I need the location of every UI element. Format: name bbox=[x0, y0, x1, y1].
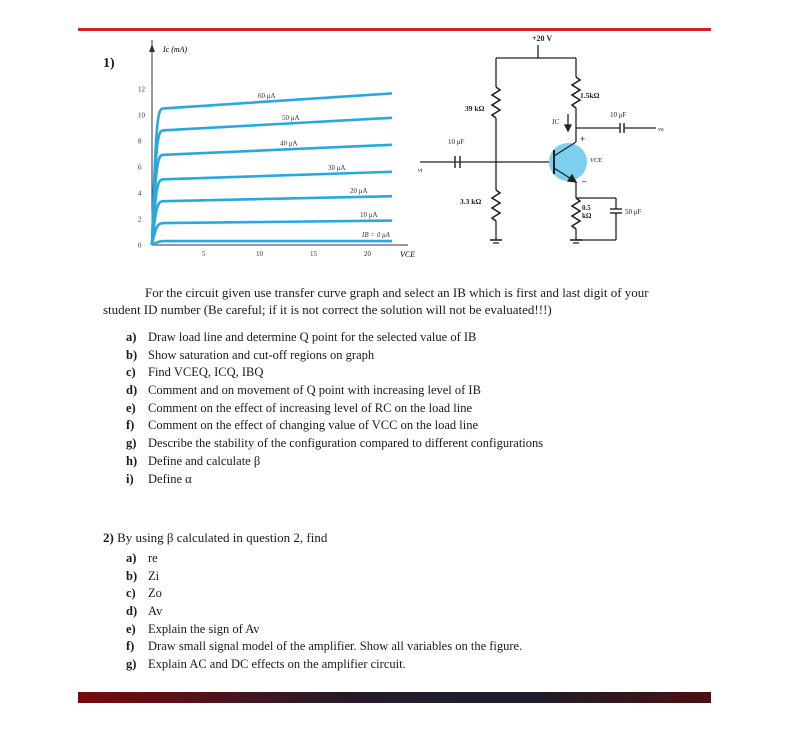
vcc-label: +20 V bbox=[532, 34, 553, 43]
item-label: d) bbox=[126, 383, 138, 398]
vo-label: vo bbox=[658, 127, 664, 133]
item-text: Explain the sign of Av bbox=[148, 621, 260, 636]
x-tick-label: 15 bbox=[310, 250, 317, 258]
question-2-header bbox=[103, 530, 327, 546]
item-label: h) bbox=[126, 453, 138, 468]
list-item bbox=[126, 329, 543, 347]
y-tick-label: 4 bbox=[138, 189, 142, 198]
item-label: e) bbox=[126, 400, 136, 415]
list-item bbox=[126, 603, 522, 621]
item-label: e) bbox=[126, 621, 136, 636]
r2-resistor bbox=[492, 190, 500, 221]
question-1-intro: For the circuit given use transfer curve graph and select an IB which is first and last digit of your student ID number (Be careful; if it is not correct the solution will not be evaluated!!!) bbox=[103, 285, 649, 317]
item-text: Draw load line and determine Q point for the selected value of IB bbox=[148, 330, 477, 344]
ib-curve bbox=[152, 118, 392, 245]
y-tick-label: 0 bbox=[138, 241, 142, 250]
item-label: f) bbox=[126, 418, 135, 433]
item-label: g) bbox=[126, 657, 137, 672]
y-axis-label: Ic (mA) bbox=[163, 45, 188, 54]
item-label: g) bbox=[126, 436, 137, 451]
rc-resistor bbox=[572, 77, 580, 108]
item-text: Explain AC and DC effects on the amplifier circuit. bbox=[148, 657, 406, 672]
r1-label: 39 kΩ bbox=[465, 104, 485, 113]
item-text: Show saturation and cut-off regions on graph bbox=[148, 347, 375, 362]
curve-label: 50 μA bbox=[282, 113, 300, 122]
item-text: Find VCEQ, ICQ, IBQ bbox=[148, 365, 264, 380]
list-item bbox=[126, 453, 543, 471]
ce-label: 50 μF bbox=[625, 208, 642, 216]
question-1-number: 1) bbox=[103, 56, 115, 71]
y-tick-label: 10 bbox=[138, 111, 145, 120]
question-1-items bbox=[126, 329, 543, 488]
item-label: i) bbox=[126, 471, 134, 486]
list-item bbox=[126, 621, 522, 639]
y-axis-arrow bbox=[149, 44, 155, 52]
item-text: Define α bbox=[148, 471, 192, 486]
curve-label: 20 μA bbox=[350, 187, 368, 196]
curve-label: 40 μA bbox=[280, 139, 298, 148]
footer-bar bbox=[78, 692, 711, 703]
item-text: Comment on the effect of changing value of VCC on the load line bbox=[148, 418, 479, 433]
list-item bbox=[126, 550, 522, 568]
cout-label: 10 μF bbox=[610, 111, 627, 119]
cin-label: 10 μF bbox=[448, 138, 465, 146]
curve-label: 10 μA bbox=[360, 210, 378, 219]
item-label: a) bbox=[126, 551, 137, 565]
re-label-unit: kΩ bbox=[582, 212, 592, 220]
x-tick-label: 10 bbox=[256, 250, 263, 258]
item-text: Av bbox=[148, 604, 163, 619]
curve-label: 60 μA bbox=[258, 92, 276, 101]
item-text: Define and calculate β bbox=[148, 453, 261, 468]
y-tick-label: 2 bbox=[138, 215, 142, 224]
list-item bbox=[126, 656, 522, 674]
item-text: Comment and on movement of Q point with increasing level of IB bbox=[148, 383, 481, 398]
ic-label: IC bbox=[552, 118, 559, 126]
item-text: Comment on the effect of increasing level of RC on the load line bbox=[148, 400, 472, 415]
r1-resistor bbox=[492, 87, 500, 118]
item-text: Describe the stability of the configuration compared to different configurations bbox=[148, 436, 544, 451]
list-item bbox=[126, 638, 522, 656]
re-resistor bbox=[572, 198, 580, 229]
vce-minus: – bbox=[582, 176, 587, 186]
question-2-items bbox=[126, 550, 522, 674]
list-item bbox=[126, 417, 543, 435]
item-label: a) bbox=[126, 330, 137, 344]
r2-label: 3.3 kΩ bbox=[460, 197, 482, 206]
list-item bbox=[126, 435, 543, 453]
list-item bbox=[126, 400, 543, 418]
y-tick-label: 6 bbox=[138, 163, 142, 172]
ic-arrow bbox=[565, 125, 571, 131]
vce-label: VCE bbox=[590, 157, 603, 164]
output-characteristics-graph bbox=[130, 40, 430, 265]
x-tick-label: 20 bbox=[364, 250, 371, 258]
list-item bbox=[126, 364, 543, 382]
question-2-number: 2) bbox=[103, 530, 114, 545]
item-text: re bbox=[148, 551, 158, 565]
header-rule bbox=[78, 28, 711, 31]
list-item bbox=[126, 585, 522, 603]
list-item bbox=[126, 471, 543, 489]
list-item bbox=[126, 568, 522, 586]
amplifier-circuit bbox=[420, 32, 690, 262]
vi-label: vi bbox=[418, 168, 423, 174]
x-tick-label: 5 bbox=[202, 250, 206, 258]
rc-label: 1.5kΩ bbox=[580, 91, 600, 100]
ib-curve bbox=[152, 172, 392, 245]
question-2-intro: By using β calculated in question 2, find bbox=[117, 530, 328, 545]
list-item bbox=[126, 347, 543, 365]
list-item bbox=[126, 382, 543, 400]
item-label: b) bbox=[126, 568, 138, 583]
re-label-value: 0.5 bbox=[582, 204, 591, 212]
y-tick-label: 12 bbox=[138, 85, 145, 94]
ib-curve bbox=[152, 241, 392, 245]
item-label: c) bbox=[126, 586, 136, 601]
item-label: d) bbox=[126, 604, 138, 619]
x-axis-label: VCE bbox=[400, 250, 416, 259]
item-text: Draw small signal model of the amplifier. Show all variables on the figure. bbox=[148, 639, 523, 654]
item-label: b) bbox=[126, 347, 138, 362]
vce-plus: + bbox=[580, 134, 586, 144]
item-text: Zo bbox=[148, 586, 162, 601]
item-text: Zi bbox=[148, 568, 160, 583]
item-label: c) bbox=[126, 365, 136, 380]
curve-label: IB = 0 μA bbox=[362, 231, 390, 240]
y-tick-label: 8 bbox=[138, 137, 142, 146]
item-label: f) bbox=[126, 639, 135, 654]
curve-label: 30 μA bbox=[328, 163, 346, 172]
